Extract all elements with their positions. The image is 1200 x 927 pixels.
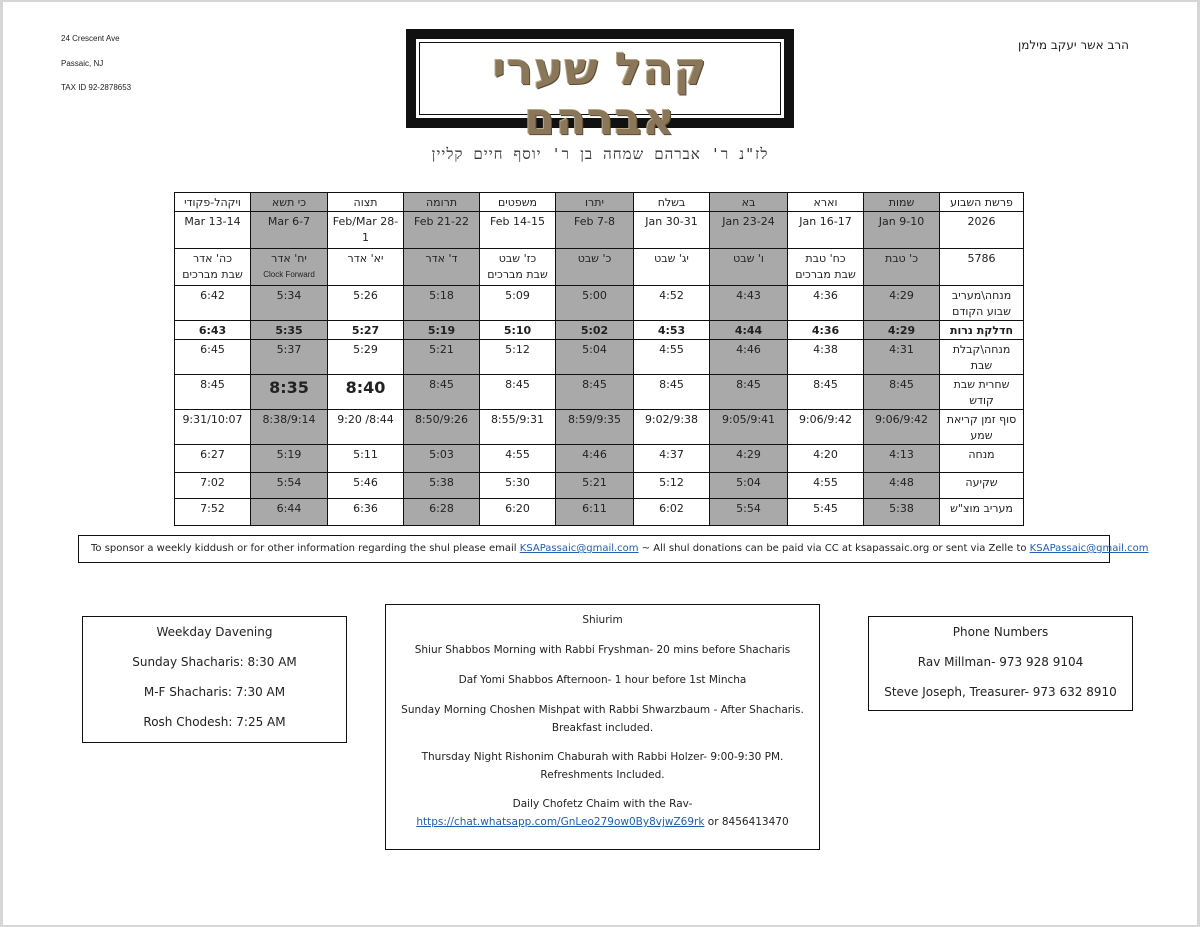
cell-value: Jan 30-31: [645, 215, 698, 228]
phone-item: Steve Joseph, Treasurer- 973 632 8910: [884, 685, 1117, 699]
donation-text: ~ All shul donations can be paid via CC at ksapassaic.org or sent via Zelle to: [638, 543, 1030, 554]
cell-value: 6:11: [582, 502, 607, 515]
cell-value: Jan 23-24: [722, 215, 775, 228]
cell-value: שמות: [888, 196, 915, 209]
schedule-row-sh: [175, 375, 1024, 410]
cell-value: 7:02: [200, 476, 225, 489]
cell-value: 4:44: [734, 324, 763, 337]
schedule-cell: [404, 340, 480, 375]
row-label: שקיעה: [940, 473, 1024, 499]
schedule-cell: [556, 410, 634, 445]
schedule-cell: [864, 212, 940, 249]
schedule-cell: [788, 249, 864, 286]
cell-value: 5:00: [582, 289, 607, 302]
schedule-row-ma: [175, 499, 1024, 526]
cell-value: וארא: [813, 196, 838, 209]
schedule-cell: [710, 321, 788, 340]
cell-value: 5:10: [503, 324, 532, 337]
cell-value: 5:27: [351, 324, 380, 337]
schedule-cell: [328, 410, 404, 445]
cell-value: 8:45: [505, 378, 530, 391]
weekday-item: Sunday Shacharis: 8:30 AM: [132, 655, 297, 669]
schedule-row-mi: [175, 445, 1024, 473]
cell-value: 4:55: [813, 476, 838, 489]
schedule-row-cl: [175, 321, 1024, 340]
schedule-cell: [480, 193, 556, 212]
row-label: חדלקת נרות: [940, 321, 1024, 340]
cell-value: כ' שבט: [577, 252, 612, 265]
schedule-cell: [788, 445, 864, 473]
cell-value: 6:36: [353, 502, 378, 515]
cell-value: 5:30: [505, 476, 530, 489]
cell-value: יא' אדר: [347, 252, 384, 265]
shiur-item-cont: Breakfast included.: [551, 722, 654, 734]
cell-value: Feb 14-15: [490, 215, 545, 228]
schedule-cell: [175, 193, 251, 212]
schedule-cell: [404, 499, 480, 526]
cell-value: 9:31/10:07: [182, 413, 243, 426]
schedule-cell: [404, 193, 480, 212]
cell-value: 5:46: [353, 476, 378, 489]
schedule-cell: [788, 212, 864, 249]
row-label: שחרית שבת קודש: [940, 375, 1024, 410]
schedule-cell: [864, 321, 940, 340]
schedule-cell: [251, 473, 328, 499]
cell-value: 4:52: [659, 289, 684, 302]
cell-value: 5:54: [276, 476, 302, 489]
cell-value: 5:04: [736, 476, 761, 489]
schedule-cell: [788, 499, 864, 526]
cell-note: שבת מברכים: [795, 268, 856, 281]
phone-item: Rav Millman- 973 928 9104: [917, 655, 1084, 669]
shiurim-title: Shiurim: [582, 614, 623, 626]
cell-value: 6:28: [429, 502, 454, 515]
cell-value: תרומה: [425, 196, 458, 209]
schedule-cell: [556, 375, 634, 410]
cell-value: 5:12: [659, 476, 684, 489]
schedule-cell: [710, 340, 788, 375]
schedule-cell: [328, 321, 404, 340]
schedule-cell: [864, 499, 940, 526]
cell-value: כז' שבט: [498, 252, 537, 265]
cell-value: 9:06/9:42: [874, 413, 929, 426]
schedule-cell: [480, 499, 556, 526]
schedule-cell: [328, 212, 404, 249]
cell-value: Jan 9-10: [878, 215, 925, 228]
row-label: מעריב מוצ"ש: [940, 499, 1024, 526]
address-line2: Passaic, NJ: [61, 59, 104, 68]
schedule-cell: [251, 499, 328, 526]
schedule-cell: [556, 445, 634, 473]
schedule-cell: [710, 410, 788, 445]
cell-value: 6:45: [200, 343, 225, 356]
cell-value: 8:45: [200, 378, 225, 391]
cell-value: 8:35: [269, 378, 309, 397]
schedule-cell: [710, 212, 788, 249]
schedule-cell: [404, 375, 480, 410]
schedule-cell: [634, 499, 710, 526]
phones-title: Phone Numbers: [952, 625, 1049, 639]
schedule-cell: [788, 410, 864, 445]
schedule-cell: [328, 193, 404, 212]
schedule-cell: [788, 193, 864, 212]
schedule-row-mm: [175, 286, 1024, 321]
cell-value: כ' טבת: [884, 252, 919, 265]
schedule-cell: [710, 499, 788, 526]
cell-value: Mar 13-14: [184, 215, 241, 228]
schedule-cell: [556, 321, 634, 340]
cell-value: 5:18: [429, 289, 454, 302]
schedule-cell: [788, 286, 864, 321]
schedule-cell: [404, 410, 480, 445]
shiur-item-cont: Refreshments Included.: [540, 769, 665, 781]
shiur-item: Shiur Shabbos Morning with Rabbi Fryshman- 20 mins before Shacharis: [414, 644, 791, 656]
cell-value: כי תשא: [271, 196, 307, 209]
schedule-cell: [251, 286, 328, 321]
schedule-cell: [251, 193, 328, 212]
schedule-cell: [404, 473, 480, 499]
schedule-cell: [556, 499, 634, 526]
cell-value: 5:04: [582, 343, 607, 356]
schedule-cell: [634, 473, 710, 499]
row-label: 2026: [940, 212, 1024, 249]
schedule-cell: [556, 212, 634, 249]
cell-value: 8:45: [736, 378, 761, 391]
cell-value: יח' אדר: [271, 252, 307, 265]
cell-value: 6:42: [200, 289, 225, 302]
schedule-cell: [251, 321, 328, 340]
schedule-cell: [175, 249, 251, 286]
cell-value: 6:27: [200, 448, 225, 461]
schedule-cell: [404, 445, 480, 473]
address-line1: 24 Crescent Ave: [61, 34, 120, 43]
cell-value: 8:38/9:14: [262, 413, 316, 426]
cell-value: 4:43: [736, 289, 761, 302]
schedule-cell: [251, 375, 328, 410]
schedule-cell: [328, 499, 404, 526]
cell-value: תצוה: [353, 196, 378, 209]
phone-numbers-box: [868, 616, 1133, 711]
cell-value: 4:55: [505, 448, 530, 461]
schedule-cell: [788, 340, 864, 375]
schedule-row-sz: [175, 410, 1024, 445]
schedule-cell: [175, 473, 251, 499]
schedule-cell: [328, 473, 404, 499]
cell-value: 7:52: [200, 502, 225, 515]
schedule-row-mk: [175, 340, 1024, 375]
cell-value: ויקהל-פקודי: [184, 196, 241, 209]
shiurim-box: [385, 604, 820, 850]
cell-value: 5:29: [353, 343, 378, 356]
cell-value: Jan 16-17: [799, 215, 852, 228]
schedule-cell: [328, 286, 404, 321]
schedule-cell: [328, 375, 404, 410]
cell-value: 8:44/ 9:20: [337, 413, 394, 426]
cell-value: 5:09: [505, 289, 530, 302]
cell-value: 4:20: [813, 448, 838, 461]
cell-value: 8:55/9:31: [490, 413, 545, 426]
cell-value: Feb 21-22: [414, 215, 469, 228]
shiur-item: Daf Yomi Shabbos Afternoon- 1 hour before 1st Mincha: [458, 674, 747, 686]
schedule-cell: [175, 445, 251, 473]
zelle-email-link[interactable]: KSAPassaic@gmail.com: [1029, 543, 1149, 554]
cell-value: 5:26: [353, 289, 378, 302]
cell-value: 4:13: [889, 448, 914, 461]
schedule-cell: [556, 473, 634, 499]
row-label: מנחה\מעריב שבוע הקודם: [940, 286, 1024, 321]
schedule-cell: [634, 445, 710, 473]
schedule-cell: [710, 375, 788, 410]
schedule-cell: [710, 249, 788, 286]
cell-value: 4:36: [811, 324, 840, 337]
cell-value: Mar 6-7: [267, 215, 311, 228]
cell-value: 5:11: [353, 448, 378, 461]
schedule-cell: [788, 321, 864, 340]
schedule-cell: [480, 249, 556, 286]
schedule-cell: [404, 212, 480, 249]
cell-value: 4:53: [657, 324, 686, 337]
schedule-cell: [634, 193, 710, 212]
cell-value: 6:44: [276, 502, 302, 515]
schedule-cell: [864, 193, 940, 212]
shiur-item: Thursday Night Rishonim Chaburah with Rabbi Holzer- 9:00-9:30 PM.: [421, 751, 784, 763]
schedule-cell: [864, 445, 940, 473]
schedule-cell: [175, 321, 251, 340]
cell-value: 4:29: [887, 324, 916, 337]
cell-value: 5:19: [276, 448, 302, 461]
schedule-row-sk: [175, 473, 1024, 499]
cell-value: 9:02/9:38: [644, 413, 699, 426]
whatsapp-link[interactable]: https://chat.whatsapp.com/GnLeo279ow0By8vjwZ69rk: [416, 816, 705, 828]
cell-value: 4:55: [659, 343, 684, 356]
shiur-item: Sunday Morning Choshen Mishpat with Rabbi Shwarzbaum - After Shacharis.: [401, 704, 804, 716]
schedule-cell: [634, 340, 710, 375]
schedule-cell: [556, 249, 634, 286]
cell-value: כח' טבת: [805, 252, 846, 265]
cell-value: 4:36: [813, 289, 838, 302]
cell-value: Feb 7-8: [574, 215, 615, 228]
schedule-cell: [175, 410, 251, 445]
cell-value: 8:45: [813, 378, 838, 391]
schedule-cell: [404, 286, 480, 321]
cell-value: 4:46: [582, 448, 607, 461]
cell-value: 5:37: [276, 343, 302, 356]
cell-value: 4:38: [813, 343, 838, 356]
schedule-cell: [404, 321, 480, 340]
cell-value: 5:19: [427, 324, 456, 337]
schedule-cell: [864, 410, 940, 445]
schedule-cell: [251, 410, 328, 445]
cell-value: 4:29: [736, 448, 761, 461]
schedule-cell: [175, 340, 251, 375]
cell-value: 8:45: [582, 378, 607, 391]
schedule-cell: [175, 375, 251, 410]
cell-value: 8:40: [345, 378, 386, 397]
schedule-cell: [556, 193, 634, 212]
cell-value: יג' שבט: [654, 252, 689, 265]
cell-value: 6:02: [659, 502, 684, 515]
schedule-cell: [634, 375, 710, 410]
schedule-row-hebrew: [175, 249, 1024, 286]
cell-value: 4:29: [889, 289, 914, 302]
schedule-cell: [251, 212, 328, 249]
schedule-cell: [328, 249, 404, 286]
schedule-cell: [404, 249, 480, 286]
email-link[interactable]: KSAPassaic@gmail.com: [519, 543, 639, 554]
cell-value: 8:45: [889, 378, 914, 391]
schedule-cell: [480, 410, 556, 445]
cell-value: 4:31: [889, 343, 914, 356]
schedule-cell: [328, 445, 404, 473]
cell-value: יתרו: [585, 196, 604, 209]
phone-alt: or 8456413470: [704, 816, 789, 828]
shul-logo: [406, 29, 794, 163]
cell-value: בא: [741, 196, 756, 209]
schedule-cell: [710, 193, 788, 212]
schedule-cell: [634, 410, 710, 445]
zmanim-schedule-table: [174, 192, 1024, 526]
cell-value: 4:37: [659, 448, 684, 461]
cell-value: 5:21: [582, 476, 607, 489]
schedule-cell: [634, 249, 710, 286]
cell-note: Clock Forward: [263, 270, 315, 279]
cell-value: ו' שבט: [733, 252, 764, 265]
sponsor-info-banner: [78, 535, 1149, 563]
logo-subtitle: לז"נ ר' אברהם שמחה בן ר' יוסף חיים קליין: [431, 145, 769, 163]
cell-value: 8:50/9:26: [414, 413, 469, 426]
cell-value: 4:46: [736, 343, 761, 356]
schedule-cell: [251, 340, 328, 375]
schedule-cell: [634, 321, 710, 340]
schedule-cell: [480, 445, 556, 473]
rav-name: הרב אשר יעקב מילמן: [1017, 38, 1129, 52]
cell-value: משפטים: [497, 196, 538, 209]
schedule-cell: [634, 286, 710, 321]
row-label: סוף זמן קריאת שמע: [940, 410, 1024, 445]
weekday-item: Rosh Chodesh: 7:25 AM: [143, 715, 286, 729]
cell-value: 6:20: [505, 502, 530, 515]
schedule-cell: [634, 212, 710, 249]
cell-value: 9:06/9:42: [798, 413, 853, 426]
schedule-row-parsha: [175, 193, 1024, 212]
cell-value: 5:38: [429, 476, 454, 489]
schedule-cell: [480, 212, 556, 249]
cell-value: Feb/Mar 28-1: [332, 215, 399, 244]
row-label: מנחה: [940, 445, 1024, 473]
schedule-cell: [175, 499, 251, 526]
schedule-cell: [710, 445, 788, 473]
cell-value: 8:59/9:35: [567, 413, 622, 426]
cell-value: 5:03: [429, 448, 454, 461]
schedule-cell: [251, 249, 328, 286]
sponsor-text: To sponsor a weekly kiddush or for other information regarding the shul please email: [91, 543, 520, 554]
schedule-cell: [328, 340, 404, 375]
schedule-cell: [480, 375, 556, 410]
schedule-cell: [788, 375, 864, 410]
cell-value: 6:43: [198, 324, 227, 337]
cell-value: כה' אדר: [192, 252, 233, 265]
tax-id: TAX ID 92-2878653: [61, 83, 132, 92]
cell-value: 8:45: [429, 378, 454, 391]
row-label: 5786: [940, 249, 1024, 286]
cell-value: ד' אדר: [425, 252, 458, 265]
schedule-cell: [175, 212, 251, 249]
shiur-item: Daily Chofetz Chaim with the Rav-: [512, 798, 693, 810]
schedule-cell: [788, 473, 864, 499]
schedule-cell: [710, 286, 788, 321]
cell-value: בשלח: [657, 196, 686, 209]
weekday-title: Weekday Davening: [156, 625, 273, 639]
cell-value: 5:34: [276, 289, 302, 302]
schedule-cell: [480, 286, 556, 321]
schedule-cell: [864, 473, 940, 499]
schedule-cell: [556, 286, 634, 321]
schedule-cell: [556, 340, 634, 375]
schedule-cell: [864, 286, 940, 321]
cell-note: שבת מברכים: [487, 268, 548, 281]
cell-value: 5:21: [429, 343, 454, 356]
row-label: פרשת השבוע: [940, 193, 1024, 212]
schedule-cell: [710, 473, 788, 499]
schedule-cell: [480, 321, 556, 340]
schedule-cell: [864, 249, 940, 286]
row-label: מנחה\קבלת שבת: [940, 340, 1024, 375]
schedule-cell: [864, 340, 940, 375]
cell-value: 9:05/9:41: [721, 413, 776, 426]
schedule-cell: [864, 375, 940, 410]
schedule-cell: [480, 473, 556, 499]
cell-note: שבת מברכים: [182, 268, 243, 281]
weekday-davening-box: [82, 616, 347, 743]
schedule-cell: [480, 340, 556, 375]
cell-value: 8:45: [659, 378, 684, 391]
cell-value: 4:48: [889, 476, 914, 489]
cell-value: 5:45: [813, 502, 838, 515]
cell-value: 5:02: [580, 324, 609, 337]
cell-value: 5:12: [505, 343, 530, 356]
schedule-row-civil: [175, 212, 1024, 249]
weekday-item: M-F Shacharis: 7:30 AM: [143, 685, 286, 699]
cell-value: 5:38: [889, 502, 914, 515]
cell-value: 5:54: [736, 502, 761, 515]
logo-title: קהל שערי אברהם: [492, 44, 708, 145]
schedule-cell: [175, 286, 251, 321]
cell-value: 5:35: [275, 324, 303, 337]
schedule-cell: [251, 445, 328, 473]
